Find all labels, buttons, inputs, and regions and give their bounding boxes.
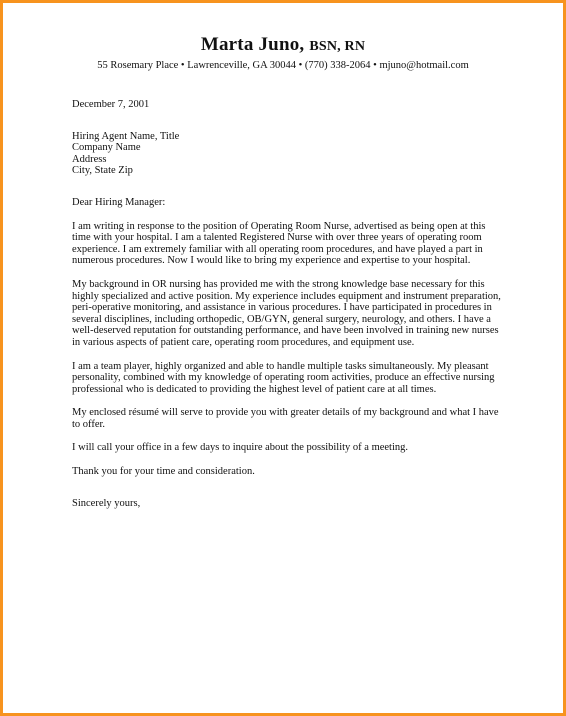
recipient-line: Address xyxy=(72,153,107,165)
recipient-line: Hiring Agent Name, Title xyxy=(72,130,180,142)
applicant-name-line xyxy=(3,34,563,58)
paragraph-3: I am a team player, highly organized and able to handle multiple tasks simultaneously. My pleasant personality, combined with my knowledge of operating room activities, produce an effective nursing professional who is dedicated to providing the highest level of patient care at all times. xyxy=(72,360,495,395)
letterhead xyxy=(3,34,563,73)
letter-body xyxy=(72,99,503,509)
applicant-name: Marta Juno, xyxy=(200,34,305,55)
applicant-credentials: BSN, RN xyxy=(309,39,366,54)
closing: Sincerely yours, xyxy=(72,497,141,509)
paragraph-1: I am writing in response to the position of Operating Room Nurse, advertised as being open at this time with your hospital. I am a talented Registered Nurse with over three years of operating room experience. I am extremely familiar with all operating room procedures, and have played a part in numerous procedures. Now I would like to bring my experience and expertise to your hospital. xyxy=(72,220,486,267)
recipient-address xyxy=(72,131,503,177)
recipient-line: City, State Zip xyxy=(72,165,133,177)
letter-date: December 7, 2001 xyxy=(72,99,150,110)
paragraph-2: My background in OR nursing has provided me with the strong knowledge base necessary for this highly specialized and active position. My experience includes equipment and instrument preparation, peri-operative monitoring, and assistance in various procedures. I have participated in procedures in several disciplines, including orthopedic, OB/GYN, general surgery, neurology, and others. I have a well-deserved reputation for outstanding performance, and have been involved in training new nurses in various aspects of patient care, operating room procedures, and equipment use. xyxy=(72,278,501,348)
paragraph-4: My enclosed résumé will serve to provide you with greater details of my background and what I have to offer. xyxy=(72,407,499,430)
paragraph-6: Thank you for your time and consideration. xyxy=(72,466,255,478)
salutation: Dear Hiring Manager: xyxy=(72,196,166,208)
contact-info: 55 Rosemary Place • Lawrenceville, GA 30044 • (770) 338-2064 • mjuno@hotmail.com xyxy=(97,60,469,71)
recipient-line: Company Name xyxy=(72,142,141,154)
paragraph-5: I will call your office in a few days to inquire about the possibility of a meeting. xyxy=(72,442,409,454)
